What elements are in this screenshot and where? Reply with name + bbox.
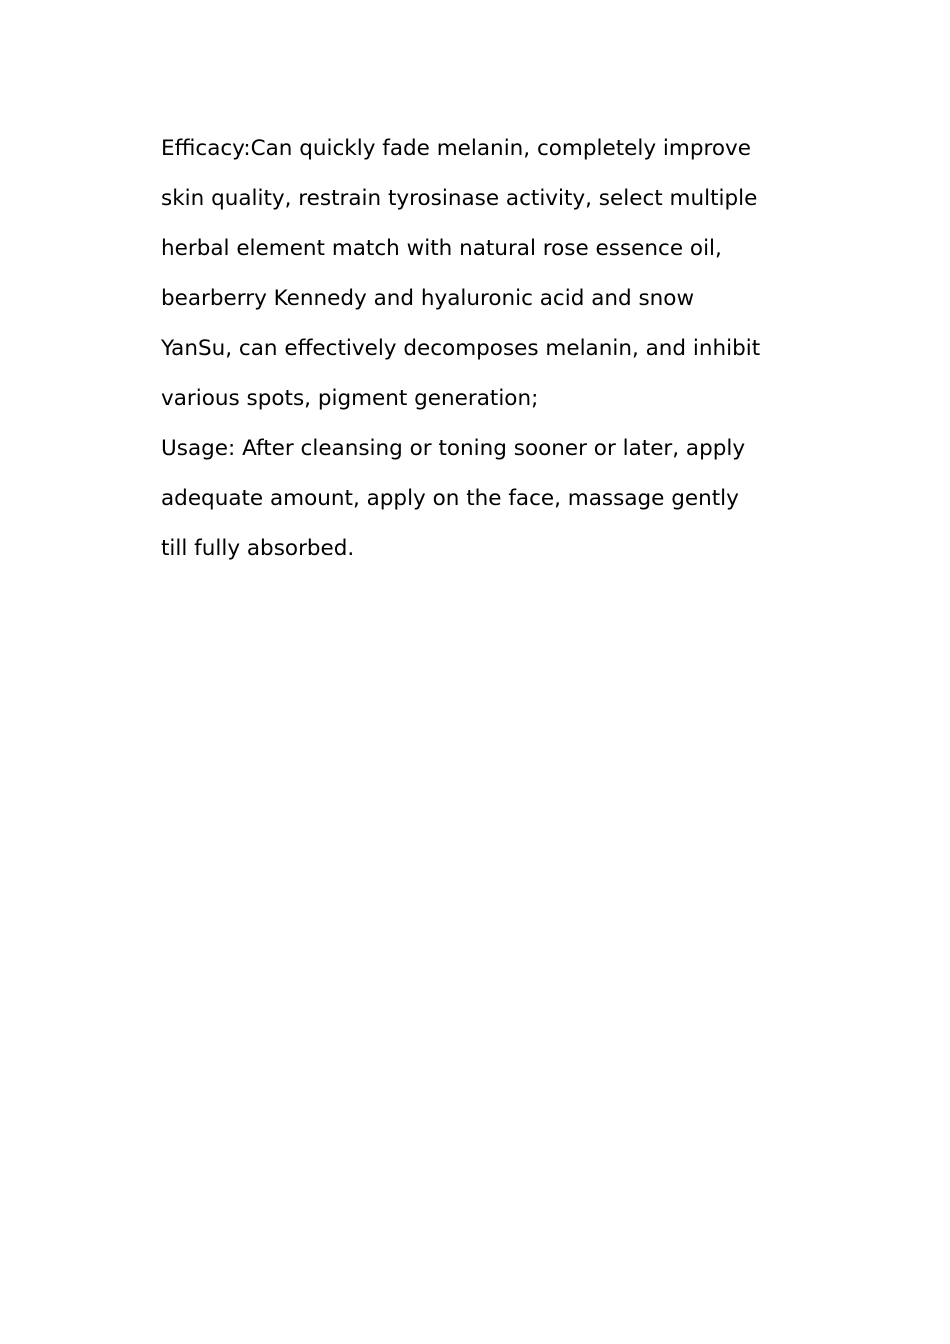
usage-paragraph bbox=[161, 424, 801, 574]
efficacy-line-4: bearberry Kennedy and hyaluronic acid and snow bbox=[161, 286, 695, 311]
usage-line-1: Usage: After cleansing or toning sooner or later, apply bbox=[161, 436, 746, 461]
efficacy-line-3: herbal element match with natural rose essence oil, bbox=[161, 236, 722, 261]
efficacy-line-5: YanSu, can effectively decomposes melanin, and inhibit bbox=[161, 336, 761, 361]
efficacy-line-2: skin quality, restrain tyrosinase activity, select multiple bbox=[161, 186, 758, 211]
efficacy-line-6: various spots, pigment generation; bbox=[161, 386, 539, 411]
efficacy-paragraph bbox=[161, 124, 801, 424]
document-body bbox=[161, 124, 801, 574]
usage-line-3: till fully absorbed. bbox=[161, 536, 355, 561]
efficacy-line-1: Efficacy:Can quickly fade melanin, completely improve bbox=[161, 136, 751, 161]
usage-line-2: adequate amount, apply on the face, massage gently bbox=[161, 486, 739, 511]
